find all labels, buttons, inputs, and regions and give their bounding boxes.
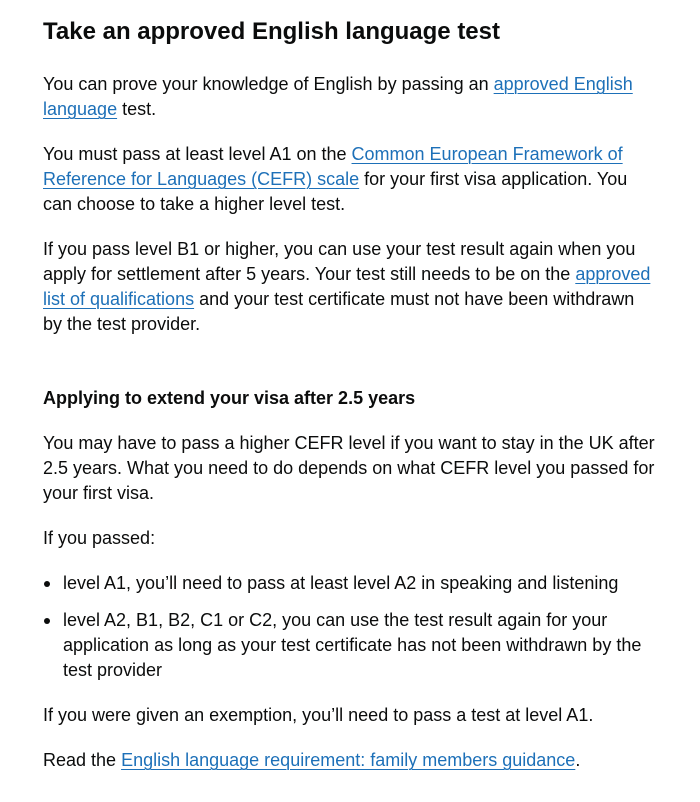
section-subheading: Applying to extend your visa after 2.5 years (43, 388, 416, 408)
list-item (63, 608, 657, 683)
passed-level-list (43, 571, 657, 683)
page-heading: Take an approved English language test (43, 18, 500, 45)
settlement-text-before: If you pass level B1 or higher, you can use your test result again when you apply for settlement after 5 years. Your test still needs to be on the (43, 239, 636, 284)
list-item-text: level A1, you’ll need to pass at least level A2 in speaking and listening (63, 573, 619, 593)
approved-list-link[interactable]: approved list of qualifications (43, 264, 651, 309)
cefr-text-before: You must pass at least level A1 on the (43, 144, 352, 164)
approved-english-language-link[interactable]: approved English language (43, 74, 633, 119)
list-item (63, 571, 657, 596)
guidance-text-after: . (575, 750, 581, 770)
cefr-text-after: for your first visa application. You can choose to take a higher level test. (43, 169, 628, 214)
bullet-icon (44, 618, 50, 624)
cefr-paragraph (43, 142, 657, 217)
settlement-paragraph (43, 237, 657, 337)
guidance-paragraph (43, 748, 657, 773)
list-item-text: level A2, B1, B2, C1 or C2, you can use the test result again for your application as long as your test certificate has not been withdrawn by the test provider (63, 610, 642, 680)
if-you-passed-paragraph: If you passed: (43, 528, 156, 548)
higher-level-paragraph: You may have to pass a higher CEFR level if you want to stay in the UK after 2.5 years. What you need to do depends on what CEFR level you passed for your first visa. (43, 433, 655, 503)
settlement-text-after: and your test certificate must not have been withdrawn by the test provider. (43, 289, 635, 334)
intro-text-after: test. (117, 99, 157, 119)
bullet-icon (44, 581, 50, 587)
cefr-scale-link[interactable]: Common European Framework of Reference for Languages (CEFR) scale (43, 144, 623, 189)
intro-text-before: You can prove your knowledge of English by passing an (43, 74, 494, 94)
intro-paragraph (43, 72, 657, 122)
guidance-text-before: Read the (43, 750, 122, 770)
exemption-paragraph: If you were given an exemption, you’ll need to pass a test at level A1. (43, 705, 594, 725)
family-members-guidance-link[interactable]: English language requirement: family members guidance (121, 750, 576, 770)
